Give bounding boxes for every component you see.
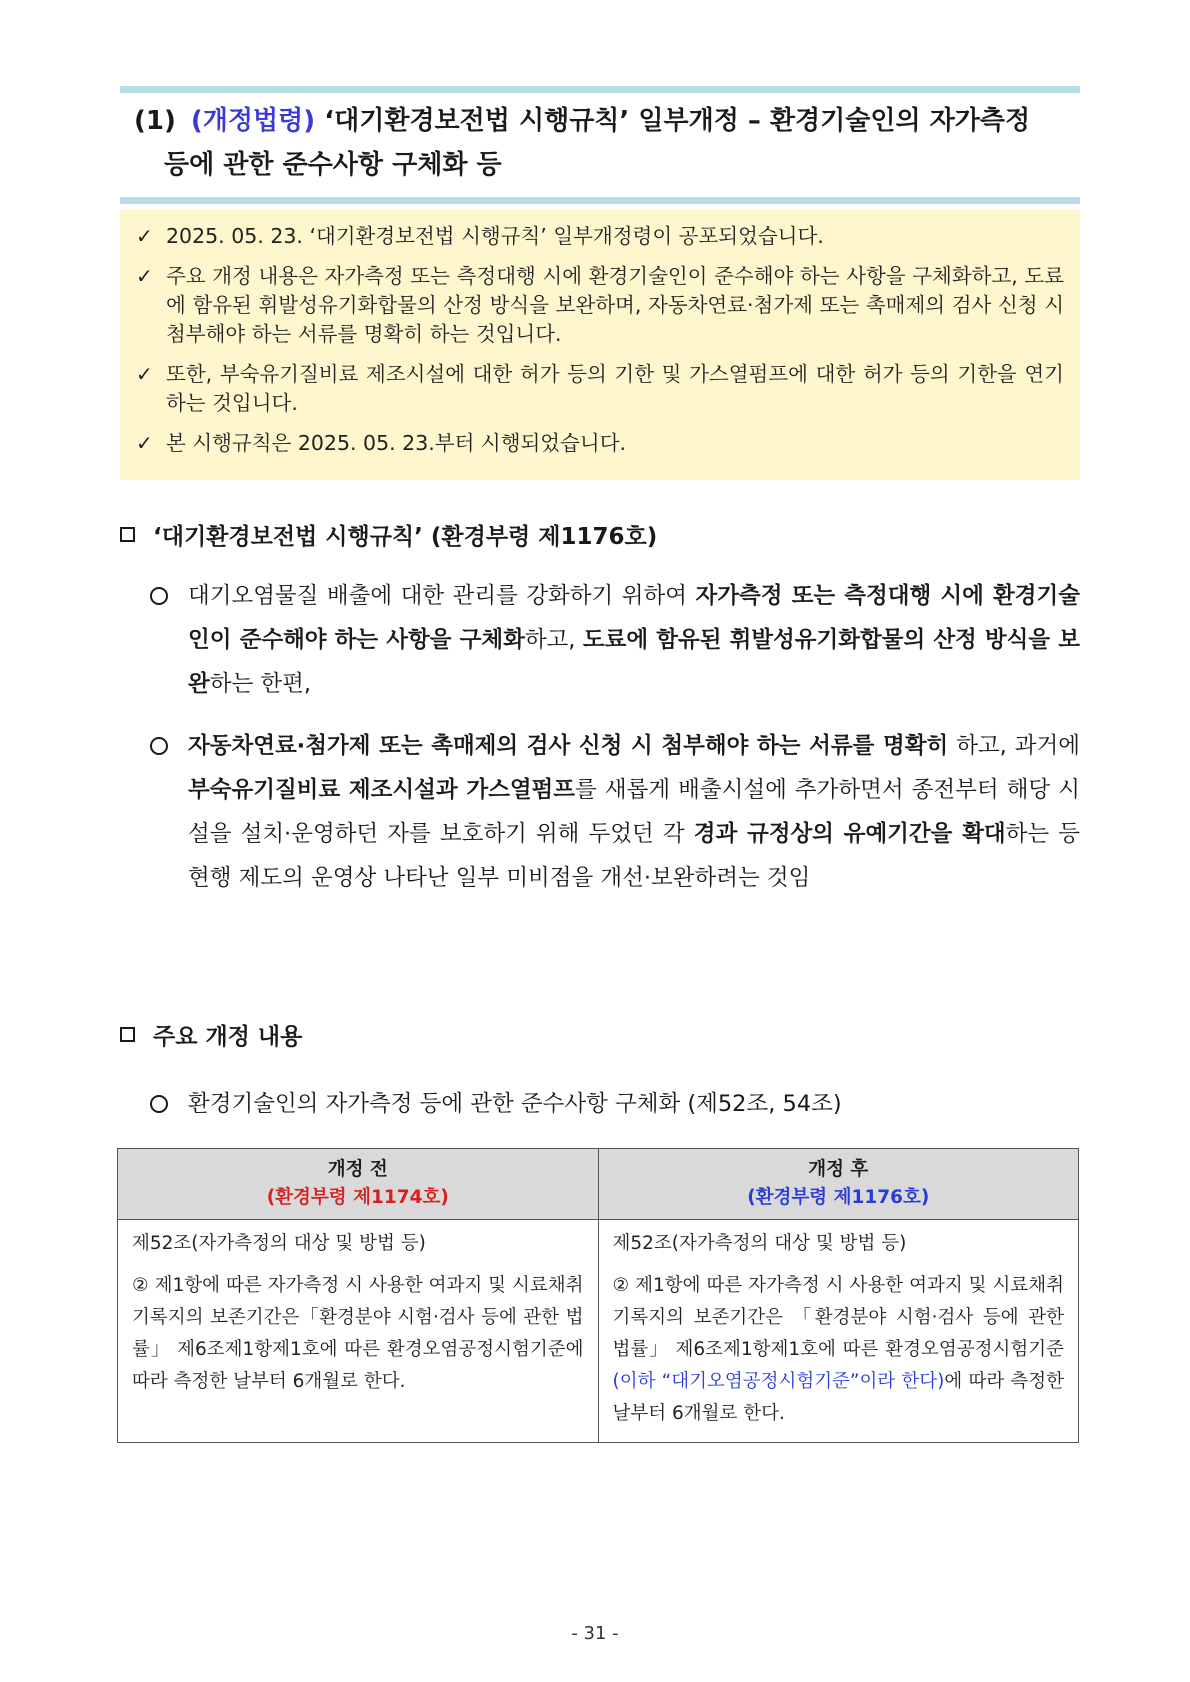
page-number: - 31 - bbox=[571, 1623, 619, 1644]
comparison-table bbox=[117, 1148, 1079, 1443]
summary-item-text: 또한, 부숙유기질비료 제조시설에 대한 허가 등의 기한 및 가스열펌프에 대한 허가 등의 기한을 연기하는 것입니다. bbox=[166, 362, 1064, 415]
summary-box bbox=[120, 210, 1080, 480]
header-ref: (환경부령 제1174호) bbox=[266, 1187, 449, 1208]
body-paragraph bbox=[150, 724, 1080, 900]
title-number: (1) bbox=[134, 106, 176, 136]
paragraph-text: 환경기술인의 자가측정 등에 관한 준수사항 구체화 (제52조, 54조) bbox=[188, 1091, 842, 1117]
title-top-rule bbox=[120, 86, 1080, 93]
circle-bullet-icon bbox=[150, 737, 168, 755]
section-heading-text: ‘대기환경보전법 시행규칙’ (환경부령 제1176호) bbox=[153, 524, 658, 550]
table-header-after bbox=[598, 1149, 1079, 1220]
text-run: 대기오염물질 배출에 대한 관리를 강화하기 위하여 bbox=[188, 583, 696, 609]
article-body bbox=[613, 1270, 1065, 1430]
title-tag: (개정법령) bbox=[190, 106, 316, 136]
bold-run: 자가측정 또는 측정대행 시에 환경기술인이 준수해야 하는 사항을 구체화 bbox=[188, 583, 1080, 653]
title-bottom-rule bbox=[120, 197, 1080, 204]
bold-run: 자동차연료·첨가제 또는 촉매제의 검사 신청 시 첨부해야 하는 서류를 명확히 bbox=[188, 733, 949, 759]
amended-text: (이하 “대기오염공정시험기준”이라 한다) bbox=[612, 1371, 945, 1392]
check-icon: ✓ bbox=[136, 264, 153, 288]
text-run: ② 제1항에 따른 자가측정 시 사용한 여과지 및 시료채취기록지의 보존기간은 「환경분야 시험·검사 등에 관한 법률」 제6조제1항제1호에 따른 환경오염공정시험기준 bbox=[612, 1275, 1064, 1360]
text-run: 에 따라 측정한 날부터 6개월로 한다. bbox=[612, 1371, 1064, 1424]
article-title: 제52조(자가측정의 대상 및 방법 등) bbox=[612, 1233, 907, 1254]
bold-run: 부숙유기질비료 제조시설과 가스열펌프 bbox=[188, 777, 576, 803]
summary-item-text: 2025. 05. 23. ‘대기환경보전법 시행규칙’ 일부개정령이 공포되었습니다. bbox=[166, 224, 824, 248]
square-bullet-icon bbox=[120, 527, 135, 542]
article-title: 제52조(자가측정의 대상 및 방법 등) bbox=[132, 1233, 426, 1254]
paragraph-text bbox=[188, 724, 1080, 900]
summary-item bbox=[136, 429, 1064, 458]
table-cell-before bbox=[118, 1220, 599, 1443]
summary-item-text: 주요 개정 내용은 자가측정 또는 측정대행 시에 환경기술인이 준수해야 하는 사항을 구체화하고, 도료에 함유된 휘발성유기화합물의 산정 방식을 보완하며, 자동차연료·첨가제 또는 촉매제의 검사 신청 시 첨부해야 하는 서류를 명확히 하는 것입니다. bbox=[166, 264, 1064, 346]
bold-run: 경과 규정상의 유예기간을 확대 bbox=[693, 821, 1006, 847]
section-heading-regulation bbox=[120, 518, 657, 551]
check-icon: ✓ bbox=[136, 362, 153, 386]
bold-run: 도료에 함유된 휘발성유기화합물의 산정 방식을 보완 bbox=[188, 627, 1081, 697]
check-icon: ✓ bbox=[136, 431, 153, 455]
title-band bbox=[120, 86, 1080, 204]
page-title bbox=[120, 93, 1080, 189]
title-line2: 등에 관한 준수사항 구체화 등 bbox=[164, 150, 502, 180]
title-line1: ‘대기환경보전법 시행규칙’ 일부개정 – 환경기술인의 자가측정 bbox=[324, 106, 1031, 136]
text-run: 를 새롭게 배출시설에 추가하면서 종전부터 해당 시설을 설치·운영하던 자를 보호하기 위해 두었던 각 bbox=[188, 777, 1080, 847]
table-header-before bbox=[118, 1149, 599, 1220]
square-bullet-icon bbox=[120, 1027, 135, 1042]
text-run: 하고, 과거에 bbox=[948, 733, 1080, 759]
table-header-row bbox=[118, 1149, 1079, 1220]
circle-bullet-icon bbox=[150, 587, 168, 605]
header-ref: (환경부령 제1176호) bbox=[747, 1187, 930, 1208]
summary-item bbox=[136, 222, 1064, 251]
text-run: 하는 등 현행 제도의 운영상 나타난 일부 미비점을 개선·보완하려는 것임 bbox=[188, 821, 1080, 891]
body-paragraph bbox=[150, 574, 1080, 706]
text-run: 하고, bbox=[524, 627, 583, 653]
article-body: ② 제1항에 따른 자가측정 시 사용한 여과지 및 시료채취기록지의 보존기간은「환경분야 시험·검사 등에 관한 법률」 제6조제1항제1호에 따른 환경오염공정시험기준에 따라 측정한 날부터 6개월로 한다. bbox=[132, 1275, 584, 1392]
circle-bullet-icon bbox=[150, 1095, 168, 1113]
check-icon: ✓ bbox=[136, 224, 153, 248]
table-cell-after bbox=[598, 1220, 1079, 1443]
paragraph-text bbox=[188, 574, 1080, 706]
table-row bbox=[118, 1220, 1079, 1443]
header-label: 개정 후 bbox=[808, 1159, 869, 1180]
body-paragraph bbox=[150, 1082, 1080, 1126]
summary-item bbox=[136, 262, 1064, 349]
section-heading-main-changes bbox=[120, 1018, 302, 1051]
text-run: 하는 한편, bbox=[209, 671, 311, 697]
summary-item-text: 본 시행규칙은 2025. 05. 23.부터 시행되었습니다. bbox=[166, 431, 627, 455]
summary-item bbox=[136, 360, 1064, 418]
section-heading-text: 주요 개정 내용 bbox=[153, 1024, 303, 1050]
header-label: 개정 전 bbox=[327, 1159, 388, 1180]
